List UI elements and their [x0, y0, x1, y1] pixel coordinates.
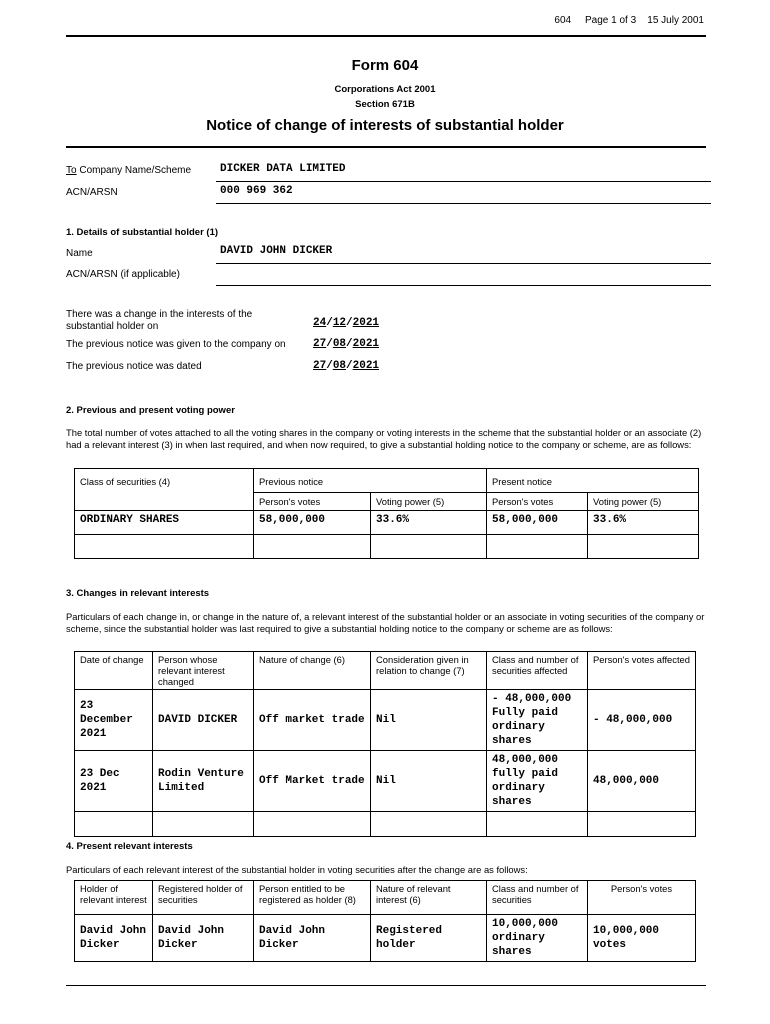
change-date: 23 December 2021 — [80, 700, 133, 740]
page-indicator: Page 1 of 3 — [585, 15, 637, 26]
form-number: 604 — [554, 15, 572, 26]
acn-label: ACN/ARSN — [66, 187, 118, 198]
change-date: 23 Dec 2021 — [80, 768, 120, 794]
change-consideration: Nil — [376, 775, 396, 787]
change-person: Rodin Venture Limited — [158, 768, 244, 794]
table-row — [75, 511, 699, 535]
class-number-header: Class and number of securities affected — [487, 652, 588, 690]
col-previous-header: Previous notice — [254, 469, 487, 493]
header-divider — [66, 35, 706, 37]
holder-header: Holder of relevant interest — [75, 881, 153, 915]
section4-heading: 4. Present relevant interests — [66, 841, 193, 852]
changes-table — [74, 651, 696, 837]
section2-paragraph: The total number of votes attached to all the voting shares in the company or voting interests in the scheme that the substantial holder or an associate (2) had a relevant interest (3) in when last required, and when now required, to give a substantial holding notice to the company or scheme, are as follows: — [66, 427, 702, 450]
change-nature: Off market trade — [259, 714, 365, 726]
interest-class-number: 10,000,000 ordinary shares — [492, 918, 559, 958]
change-votes: 48,000,000 — [593, 775, 660, 787]
form-title: Form 604 — [351, 57, 419, 74]
holder-name-label: Name — [66, 248, 93, 259]
change-nature: Off Market trade — [259, 775, 365, 787]
person-header: Person whose relevant interest changed — [153, 652, 254, 690]
change-votes: - 48,000,000 — [593, 714, 673, 726]
interest-votes: 10,000,000 votes — [593, 925, 660, 951]
section3-heading: 3. Changes in relevant interests — [66, 588, 210, 599]
section1-heading: 1. Details of substantial holder (1) — [66, 227, 219, 238]
page-header — [554, 15, 704, 26]
date-header: Date of change — [75, 652, 153, 690]
holder-acn-underline — [216, 285, 711, 286]
table-row — [75, 690, 696, 751]
table-row-empty — [75, 535, 699, 559]
voting-header-row — [75, 469, 699, 493]
footer-divider — [66, 985, 706, 986]
present-interests-table — [74, 880, 696, 962]
pres-power-value: 33.6% — [593, 514, 627, 526]
interests-header-row — [75, 881, 696, 915]
col-present-header: Present notice — [487, 469, 699, 493]
registered-header: Registered holder of securities — [153, 881, 254, 915]
class-number-header: Class and number of securities — [487, 881, 588, 915]
notice-dated-label: The previous notice was dated — [66, 361, 202, 372]
nature-header: Nature of relevant interest (6) — [371, 881, 487, 915]
pres-votes-value: 58,000,000 — [492, 514, 559, 526]
prev-votes-header: Person's votes — [254, 493, 371, 511]
pres-power-header: Voting power (5) — [588, 493, 699, 511]
title-divider — [66, 146, 706, 148]
table-row-empty — [75, 812, 696, 837]
act-name: Corporations Act 2001 — [334, 84, 436, 95]
interest-entitled: David John Dicker — [259, 925, 326, 951]
votes-header: Person's votes — [588, 881, 696, 915]
section4-paragraph: Particulars of each relevant interest of the substantial holder in voting securities after the change are as follows: — [66, 864, 528, 875]
entitled-header: Person entitled to be registered as holder (8) — [254, 881, 371, 915]
changes-header-row — [75, 652, 696, 690]
votes-header: Person's votes affected — [588, 652, 696, 690]
name-underline — [216, 263, 711, 264]
notice-dated-value: 27/08/2021 — [313, 360, 380, 372]
table-row — [75, 915, 696, 962]
notice-given-value: 27/08/2021 — [313, 338, 380, 350]
voting-power-table — [74, 468, 699, 559]
pres-votes-header: Person's votes — [487, 493, 588, 511]
interest-nature: Registered holder — [376, 925, 443, 951]
interest-registered: David John Dicker — [158, 925, 225, 951]
change-consideration: Nil — [376, 714, 396, 726]
consideration-header: Consideration given in relation to change (7) — [371, 652, 487, 690]
class-value: ORDINARY SHARES — [80, 514, 180, 526]
change-date-label: There was a change in the interests of the substantial holder on — [66, 309, 253, 332]
holder-name-value: DAVID JOHN DICKER — [220, 245, 333, 257]
col-class-header: Class of securities (4) — [75, 469, 254, 511]
acn-underline — [216, 203, 711, 204]
change-class-number: 48,000,000 fully paid ordinary shares — [492, 754, 559, 808]
holder-acn-label: ACN/ARSN (if applicable) — [66, 269, 180, 280]
change-person: DAVID DICKER — [158, 714, 238, 726]
section3-paragraph: Particulars of each change in, or change in the nature of, a relevant interest of the substantial holder or an associate in voting securities of the company or scheme, since the substantial holder was last required to give a substantial holding notice to the company or scheme are as follows: — [66, 611, 705, 634]
company-name-value: DICKER DATA LIMITED — [220, 163, 346, 175]
nature-header: Nature of change (6) — [254, 652, 371, 690]
prev-votes-value: 58,000,000 — [259, 514, 326, 526]
acn-value: 000 969 362 — [220, 185, 293, 197]
change-date-value: 24/12/2021 — [313, 317, 380, 329]
section2-heading: 2. Previous and present voting power — [66, 405, 235, 416]
prev-power-header: Voting power (5) — [371, 493, 487, 511]
prev-power-value: 33.6% — [376, 514, 410, 526]
notice-title: Notice of change of interests of substantial holder — [206, 117, 564, 134]
notice-given-label: The previous notice was given to the company on — [66, 339, 286, 350]
section-ref: Section 671B — [355, 99, 415, 110]
interest-holder: David John Dicker — [80, 925, 147, 951]
form-date: 15 July 2001 — [647, 15, 704, 26]
table-row — [75, 751, 696, 812]
change-class-number: - 48,000,000 Fully paid ordinary shares — [492, 693, 572, 747]
to-company-label: To Company Name/Scheme — [66, 165, 192, 176]
company-underline — [216, 181, 711, 182]
